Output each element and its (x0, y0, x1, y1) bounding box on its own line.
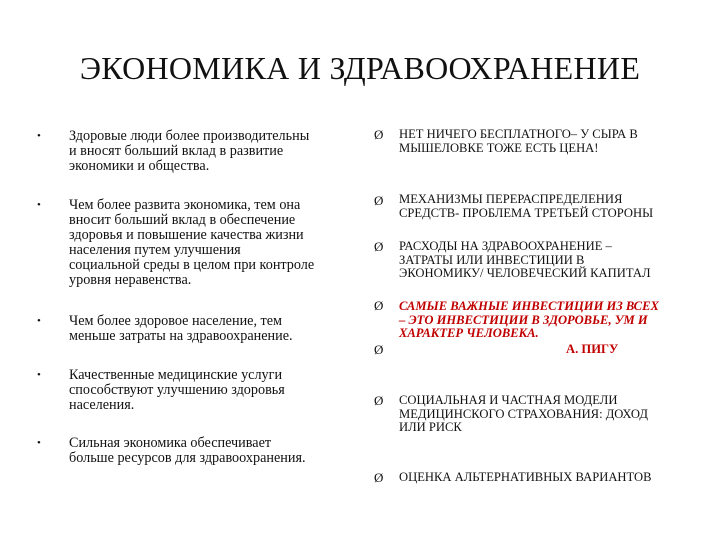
bullet-icon: • (37, 315, 41, 327)
arrow-bullet-icon: Ø (374, 193, 384, 208)
arrow-bullet-icon: Ø (374, 393, 384, 408)
bullet-icon: • (37, 369, 41, 381)
bullet-icon: • (37, 130, 41, 142)
right-point-6: ОЦЕНКА АЛЬТЕРНАТИВНЫХ ВАРИАНТОВ (399, 470, 652, 484)
right-point-2: МЕХАНИЗМЫ ПЕРЕРАСПРЕДЕЛЕНИЯ СРЕДСТВ- ПРОБЛЕМА ТРЕТЬЕЙ СТОРОНЫ (399, 192, 654, 220)
arrow-bullet-icon: Ø (374, 127, 384, 142)
bullet-icon: • (37, 199, 41, 211)
arrow-bullet-icon: Ø (374, 342, 384, 357)
left-point-2: Чем более развита экономика, тем она вносит больший вклад в обеспечение здоровья и повышение качества жизни населения путем улучшения социальной среды в целом при контроле уровня неравенства. (69, 197, 315, 288)
right-point-1: НЕТ НИЧЕГО БЕСПЛАТНОГО– У СЫРА В МЫШЕЛОВКЕ ТОЖЕ ЕСТЬ ЦЕНА! (399, 127, 638, 155)
quote-author: А. ПИГУ (566, 342, 619, 356)
arrow-bullet-icon: Ø (374, 298, 384, 313)
right-point-3: РАСХОДЫ НА ЗДРАВООХРАНЕНИЕ – ЗАТРАТЫ ИЛИ ИНВЕСТИЦИИ В ЭКОНОМИКУ/ ЧЕЛОВЕЧЕСКИЙ КАПИТАЛ (399, 239, 651, 280)
right-point-5: СОЦИАЛЬНАЯ И ЧАСТНАЯ МОДЕЛИ МЕДИЦИНСКОГО СТРАХОВАНИЯ: ДОХОД ИЛИ РИСК (399, 393, 648, 434)
left-point-3: Чем более здоровое население, тем меньше затраты на здравоохранение. (69, 313, 293, 344)
left-point-4: Качественные медицинские услуги способствуют улучшению здоровья населения. (69, 367, 285, 413)
left-point-1: Здоровые люди более производительны и вносят больший вклад в развитие экономики и общества. (69, 128, 310, 174)
arrow-bullet-icon: Ø (374, 239, 384, 254)
left-point-5: Сильная экономика обеспечивает больше ресурсов для здравоохранения. (69, 435, 306, 466)
arrow-bullet-icon: Ø (374, 470, 384, 485)
slide-title: ЭКОНОМИКА И ЗДРАВООХРАНЕНИЕ (79, 50, 641, 86)
bullet-icon: • (37, 437, 41, 449)
right-point-4: САМЫЕ ВАЖНЫЕ ИНВЕСТИЦИИ ИЗ ВСЕХ – ЭТО ИНВЕСТИЦИИ В ЗДОРОВЬЕ, УМ И ХАРАКТЕР ЧЕЛОВЕКА. (399, 299, 659, 340)
